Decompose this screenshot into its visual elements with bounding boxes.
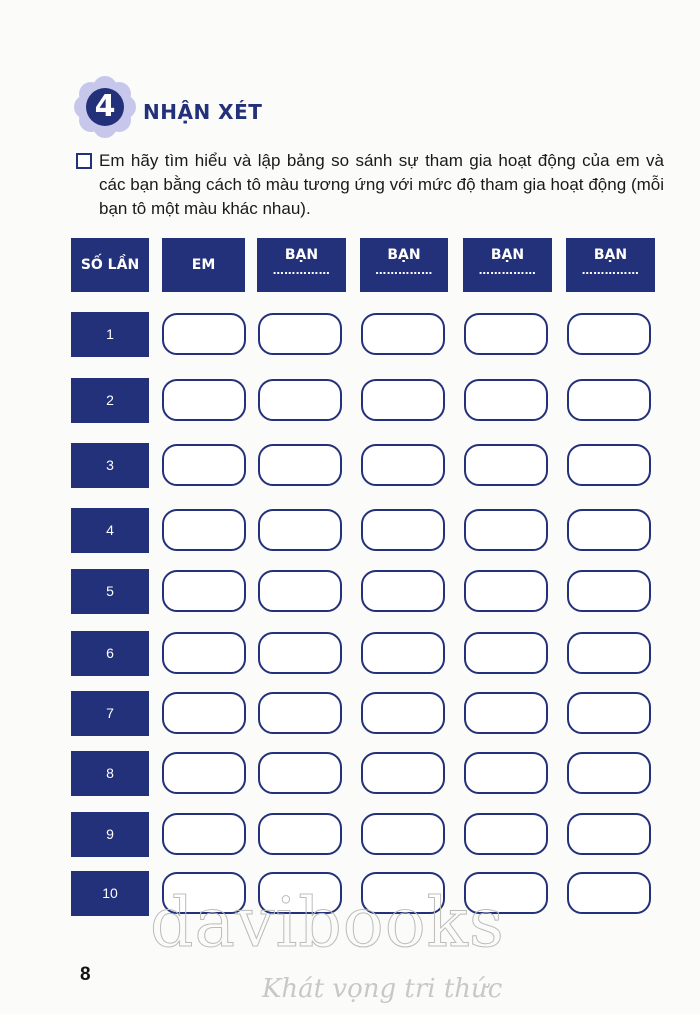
- color-cell[interactable]: [464, 444, 548, 486]
- color-cell[interactable]: [361, 379, 445, 421]
- color-cell[interactable]: [258, 813, 342, 855]
- color-cell[interactable]: [162, 692, 246, 734]
- color-cell[interactable]: [567, 379, 651, 421]
- color-cell[interactable]: [258, 632, 342, 674]
- header-label: BẠN: [387, 247, 421, 263]
- row-number: 5: [71, 569, 149, 614]
- color-cell[interactable]: [162, 313, 246, 355]
- color-cell[interactable]: [567, 872, 651, 914]
- row-number: 6: [71, 631, 149, 676]
- color-cell[interactable]: [162, 570, 246, 612]
- header-label: BẠN: [490, 247, 525, 263]
- name-blank-line: ……………: [375, 264, 433, 277]
- color-cell[interactable]: [258, 692, 342, 734]
- color-cell[interactable]: [464, 313, 548, 355]
- row-number: 3: [71, 443, 149, 488]
- color-cell[interactable]: [162, 632, 246, 674]
- color-cell[interactable]: [258, 313, 342, 355]
- color-cell[interactable]: [162, 509, 246, 551]
- row-number: 2: [71, 378, 149, 423]
- header-cell: [257, 238, 346, 292]
- color-cell[interactable]: [464, 813, 548, 855]
- color-cell[interactable]: [361, 444, 445, 486]
- color-cell[interactable]: [162, 813, 246, 855]
- color-cell[interactable]: [162, 752, 246, 794]
- row-number: 4: [71, 508, 149, 553]
- color-cell[interactable]: [567, 444, 651, 486]
- instruction-text: Em hãy tìm hiểu và lập bảng so sánh sự tham gia hoạt động của em và các bạn bằng cách tô màu tương ứng với mức độ tham gia hoạt động (mỗi bạn tô một màu khác nhau).: [99, 151, 664, 218]
- header-cell: [71, 238, 149, 292]
- row-number: 7: [71, 691, 149, 736]
- color-cell[interactable]: [258, 570, 342, 612]
- color-cell[interactable]: [258, 444, 342, 486]
- color-cell[interactable]: [361, 752, 445, 794]
- header-cell: [162, 238, 245, 292]
- name-blank-line: ……………: [478, 264, 537, 277]
- name-blank-line: ……………: [581, 264, 640, 277]
- color-cell[interactable]: [258, 752, 342, 794]
- color-cell[interactable]: [361, 570, 445, 612]
- color-cell[interactable]: [258, 379, 342, 421]
- row-number: 10: [71, 871, 149, 916]
- row-number: 8: [71, 751, 149, 796]
- color-cell[interactable]: [361, 509, 445, 551]
- color-cell[interactable]: [567, 692, 651, 734]
- color-cell[interactable]: [361, 692, 445, 734]
- section-title: NHẬN XÉT: [143, 100, 263, 124]
- color-cell[interactable]: [567, 509, 651, 551]
- name-blank-line: ……………: [272, 264, 331, 277]
- color-cell[interactable]: [567, 752, 651, 794]
- header-label: SỐ LẦN: [80, 257, 140, 273]
- color-cell[interactable]: [464, 692, 548, 734]
- color-cell[interactable]: [567, 313, 651, 355]
- watermark-tagline: Khát vọng tri thức: [262, 974, 503, 1004]
- page-number: 8: [80, 964, 91, 985]
- header-label: BẠN: [593, 247, 628, 263]
- color-cell[interactable]: [361, 313, 445, 355]
- header-label: EM: [191, 257, 216, 273]
- color-cell[interactable]: [464, 570, 548, 612]
- header-label: BẠN: [284, 247, 319, 263]
- color-cell[interactable]: [258, 509, 342, 551]
- row-number: 9: [71, 812, 149, 857]
- header-cell: [566, 238, 655, 292]
- section-number: 4: [94, 89, 116, 124]
- color-cell[interactable]: [464, 752, 548, 794]
- color-cell[interactable]: [162, 444, 246, 486]
- color-cell[interactable]: [361, 813, 445, 855]
- color-cell[interactable]: [464, 379, 548, 421]
- color-cell[interactable]: [464, 632, 548, 674]
- color-cell[interactable]: [567, 632, 651, 674]
- color-cell[interactable]: [162, 379, 246, 421]
- color-cell[interactable]: [361, 632, 445, 674]
- watermark-brand: davibooks: [150, 884, 505, 963]
- row-number: 1: [71, 312, 149, 357]
- color-cell[interactable]: [567, 570, 651, 612]
- header-cell: [463, 238, 552, 292]
- header-cell: [360, 238, 448, 292]
- color-cell[interactable]: [464, 509, 548, 551]
- color-cell[interactable]: [567, 813, 651, 855]
